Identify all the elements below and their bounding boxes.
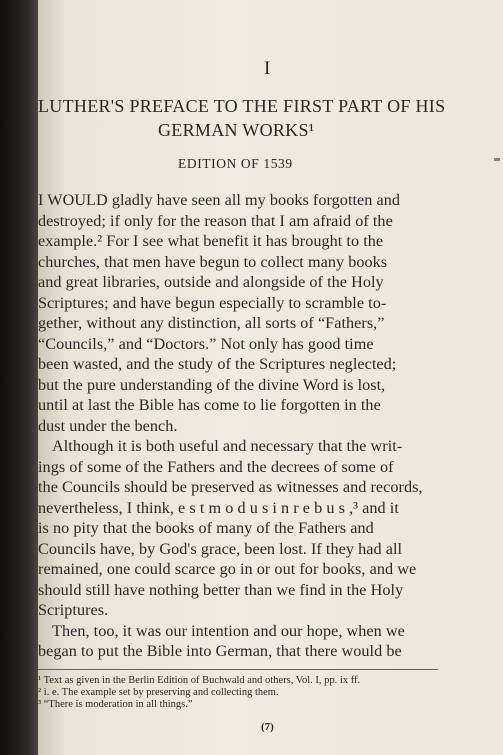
footnote-rule xyxy=(38,669,438,670)
body-line: Scriptures. xyxy=(38,601,109,619)
body-line: Although it is both useful and necessary that the writ- xyxy=(52,437,403,455)
book-page xyxy=(38,0,503,755)
body-line: I WOULD gladly have seen all my books forgotten and xyxy=(38,191,401,209)
footnote: ² i. e. The example set by preserving and collecting them. xyxy=(38,686,279,698)
body-line: destroyed; if only for the reason that I am afraid of the xyxy=(38,211,393,230)
body-line: Then, too, it was our intention and our hope, when we xyxy=(52,621,405,640)
chapter-number: I xyxy=(264,58,271,79)
body-line: nevertheless, I think, e s t m o d u s i n r e b u s ,³ and it xyxy=(38,498,399,517)
footnote: ³ “There is moderation in all things.” xyxy=(38,698,193,710)
footnote: ¹ Text as given in the Berlin Edition of Buchwald and others, Vol. I, pp. ix ff. xyxy=(38,674,361,686)
edition-heading: EDITION OF 1539 xyxy=(178,156,293,171)
body-line: “Councils,” and “Doctors.” Not only has good time xyxy=(38,334,374,353)
body-line: dust under the bench. xyxy=(38,416,178,435)
chapter-title-line-1: LUTHER'S PREFACE TO THE FIRST PART OF HIS xyxy=(38,96,446,116)
body-line: began to put the Bible into German, that there would be xyxy=(38,642,402,660)
body-line: is no pity that the books of many of the Fathers and xyxy=(38,519,374,537)
body-line: churches, that men have begun to collect many books xyxy=(38,252,388,271)
margin-mark xyxy=(494,158,500,161)
book-spine-shadow xyxy=(0,0,38,755)
chapter-title-line-2: GERMAN WORKS¹ xyxy=(158,120,315,140)
body-line: example.² For I see what benefit it has brought to the xyxy=(38,232,384,250)
page-number: (7) xyxy=(261,720,274,733)
body-line: but the pure understanding of the divine Word is lost, xyxy=(38,375,386,394)
body-line: gether, without any distinction, all sorts of “Fathers,” xyxy=(38,314,385,332)
body-line: until at last the Bible has come to lie forgotten in the xyxy=(38,396,381,414)
body-line: ings of some of the Fathers and the decrees of some of xyxy=(38,457,394,476)
body-line: Councils have, by God's grace, been lost. If they had all xyxy=(38,539,403,558)
body-line: Scriptures; and have begun especially to scramble to- xyxy=(38,293,387,312)
body-line: the Councils should be preserved as witnesses and records, xyxy=(38,478,423,496)
body-line: should still have nothing better than we find in the Holy xyxy=(38,580,404,599)
body-line: and great libraries, outside and alongside of the Holy xyxy=(38,273,384,291)
body-line: remained, one could scarce go in or out for books, and we xyxy=(38,560,417,578)
body-line: been wasted, and the study of the Scriptures neglected; xyxy=(38,355,397,373)
